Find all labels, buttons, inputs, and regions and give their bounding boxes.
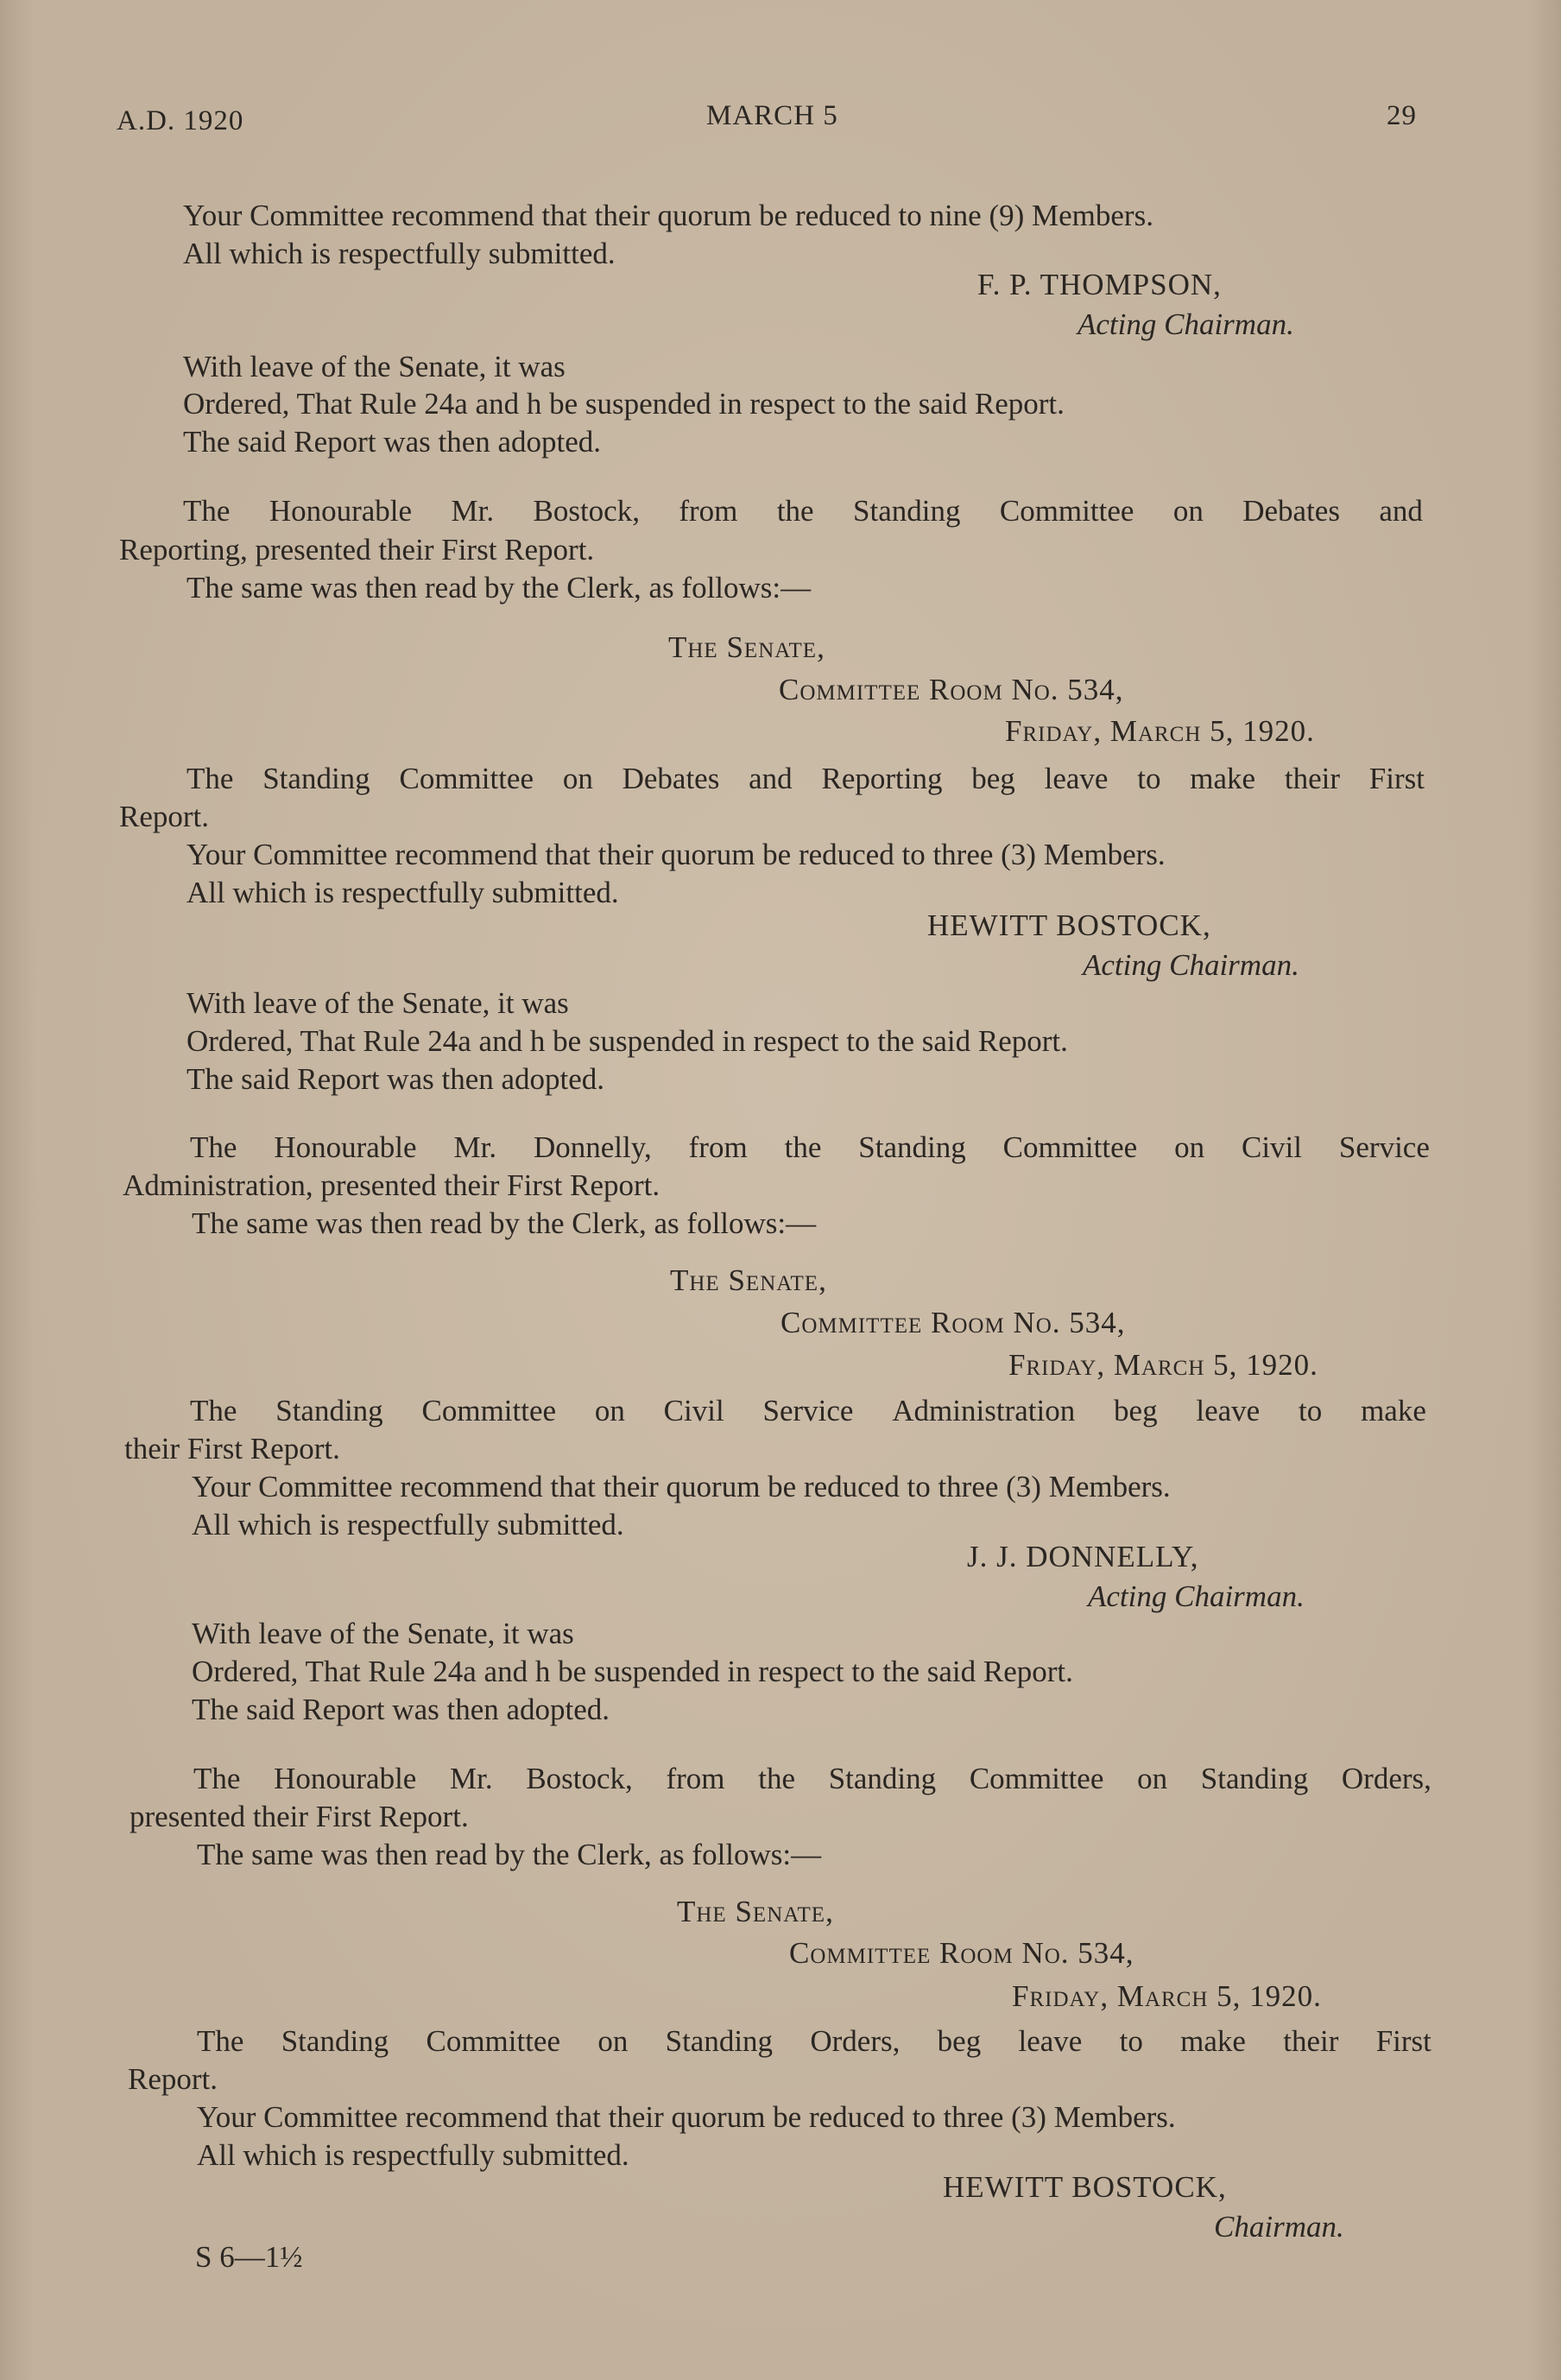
justified-word: Committee <box>426 2024 561 2058</box>
justified-word: Mr. <box>453 1130 497 1164</box>
submitted-line: All which is respectfully submitted. <box>192 1508 624 1541</box>
justified-word: Standing <box>858 1130 966 1164</box>
signer-title: Acting Chairman. <box>1088 1579 1305 1613</box>
justified-word: Standing <box>665 2024 774 2058</box>
report-room: Committee Room No. 534, <box>780 1306 1126 1339</box>
justified-word: Committee <box>969 1762 1104 1795</box>
report-date: Friday, March 5, 1920. <box>1008 1348 1318 1382</box>
justified-word: their <box>1284 762 1340 795</box>
justified-word: make <box>1180 2024 1246 2058</box>
justified-word: Civil <box>663 1394 724 1427</box>
justified-word: to <box>1119 2024 1143 2058</box>
adopted-line: The said Report was then adopted. <box>183 425 602 459</box>
signer-name: HEWITT BOSTOCK, <box>927 908 1211 942</box>
justified-word: leave <box>1196 1394 1261 1427</box>
justified-word: to <box>1137 762 1161 795</box>
submitted-line: All which is respectfully submitted. <box>197 2138 629 2172</box>
report-intro-line-2: Reporting, presented their First Report. <box>119 533 595 567</box>
justified-word: Bostock, <box>526 1762 633 1795</box>
justified-word: and <box>749 762 793 795</box>
signer-name: J. J. DONNELLY, <box>967 1540 1199 1573</box>
justified-word: beg <box>971 762 1015 795</box>
report-read-line: The same was then read by the Clerk, as follows:— <box>192 1206 817 1240</box>
justified-word: Committee <box>1002 1130 1138 1164</box>
running-head-year: A.D. 1920 <box>117 105 244 136</box>
justified-word: the <box>776 494 814 528</box>
submitted-line: All which is respectfully submitted. <box>183 237 616 270</box>
ordered-line: Ordered, That Rule 24a and h be suspended in respect to the said Report. <box>192 1655 1073 1688</box>
report-body-line-1 <box>186 760 1425 798</box>
adopted-line: The said Report was then adopted. <box>186 1062 605 1096</box>
justified-word: on <box>562 762 593 795</box>
justified-word: Donnelly, <box>533 1130 652 1164</box>
justified-word: Standing <box>1200 1762 1309 1795</box>
report-date: Friday, March 5, 1920. <box>1005 714 1315 748</box>
justified-word: the <box>758 1762 795 1795</box>
justified-word: on <box>594 1394 625 1427</box>
justified-word: Bostock, <box>533 494 640 528</box>
justified-word: and <box>1379 494 1423 528</box>
submitted-line: All which is respectfully submitted. <box>186 876 619 909</box>
justified-word: Standing <box>262 762 370 795</box>
justified-word: Mr. <box>450 1762 493 1795</box>
justified-word: Administration <box>892 1394 1076 1427</box>
justified-word: Reporting <box>821 762 943 795</box>
report-body-line-2: their First Report. <box>124 1432 340 1465</box>
report-body-line-2: Report. <box>119 800 210 833</box>
page-number: 29 <box>1387 100 1417 131</box>
ordered-line: Ordered, That Rule 24a and h be suspended in respect to the said Report. <box>186 1024 1068 1058</box>
justified-word: leave <box>1044 762 1109 795</box>
quorum-line: Your Committee recommend that their quorum be reduced to three (3) Members. <box>186 838 1166 871</box>
justified-word: Committee <box>399 762 534 795</box>
signer-title: Acting Chairman. <box>1078 307 1294 341</box>
justified-word: from <box>679 494 738 528</box>
report-body-line-1 <box>197 2022 1431 2060</box>
justified-word: from <box>666 1762 725 1795</box>
justified-word: Standing <box>281 2024 389 2058</box>
leave-line: With leave of the Senate, it was <box>183 350 566 383</box>
justified-word: Debates <box>622 762 720 795</box>
report-senate: The Senate, <box>677 1895 834 1928</box>
justified-word: their <box>1283 2024 1339 2058</box>
justified-word: Standing <box>828 1762 937 1795</box>
report-body-line-1 <box>190 1392 1426 1430</box>
report-senate: The Senate, <box>668 630 825 664</box>
report-read-line: The same was then read by the Clerk, as follows:— <box>197 1838 822 1871</box>
report-date: Friday, March 5, 1920. <box>1012 1979 1322 2013</box>
justified-word: the <box>784 1130 822 1164</box>
justified-word: leave <box>1018 2024 1083 2058</box>
justified-word: beg <box>937 2024 982 2058</box>
report-room: Committee Room No. 534, <box>789 1936 1134 1970</box>
report-intro-line-1 <box>183 492 1423 530</box>
justified-word: Honourable <box>269 494 413 528</box>
report-intro-line-2: presented their First Report. <box>130 1800 469 1833</box>
justified-word: Service <box>762 1394 854 1427</box>
report-intro-line-1 <box>190 1129 1430 1167</box>
leave-line: With leave of the Senate, it was <box>186 986 569 1020</box>
report-read-line: The same was then read by the Clerk, as follows:— <box>186 571 812 604</box>
justified-word: The <box>190 1130 237 1164</box>
justified-word: beg <box>1114 1394 1158 1427</box>
justified-word: on <box>1174 1130 1205 1164</box>
signer-name: HEWITT BOSTOCK, <box>943 2170 1227 2204</box>
justified-word: Committee <box>999 494 1134 528</box>
quorum-line: Your Committee recommend that their quorum be reduced to three (3) Members. <box>192 1470 1171 1503</box>
justified-word: Debates <box>1242 494 1340 528</box>
justified-word: make <box>1190 762 1256 795</box>
justified-word: to <box>1299 1394 1323 1427</box>
signer-name: F. P. THOMPSON, <box>977 268 1222 301</box>
justified-word: The <box>197 2024 244 2058</box>
justified-word: The <box>190 1394 237 1427</box>
justified-word: make <box>1361 1394 1426 1427</box>
justified-word: Mr. <box>451 494 495 528</box>
justified-word: First <box>1375 2024 1431 2058</box>
justified-word: Service <box>1338 1130 1430 1164</box>
signer-title: Chairman. <box>1214 2210 1344 2244</box>
report-senate: The Senate, <box>670 1263 827 1297</box>
justified-word: Honourable <box>274 1762 417 1795</box>
signature-mark: S 6—1½ <box>195 2240 303 2274</box>
report-room: Committee Room No. 534, <box>779 673 1124 706</box>
justified-word: from <box>688 1130 748 1164</box>
justified-word: Honourable <box>274 1130 417 1164</box>
report-intro-line-2: Administration, presented their First Report. <box>123 1168 660 1202</box>
leave-line: With leave of the Senate, it was <box>192 1617 574 1650</box>
quorum-line: Your Committee recommend that their quorum be reduced to three (3) Members. <box>197 2100 1176 2134</box>
justified-word: Standing <box>275 1394 383 1427</box>
justified-word: on <box>597 2024 629 2058</box>
justified-word: on <box>1172 494 1204 528</box>
report-intro-line-1 <box>193 1760 1431 1798</box>
justified-word: Orders, <box>1341 1762 1431 1795</box>
justified-word: on <box>1137 1762 1168 1795</box>
justified-word: First <box>1368 762 1425 795</box>
running-head-date: MARCH 5 <box>706 100 838 131</box>
justified-word: Standing <box>853 494 961 528</box>
report-body-line-2: Report. <box>128 2062 218 2096</box>
justified-word: Committee <box>421 1394 557 1427</box>
adopted-line: The said Report was then adopted. <box>192 1693 610 1726</box>
signer-title: Acting Chairman. <box>1083 948 1299 982</box>
justified-word: Orders, <box>810 2024 901 2058</box>
ordered-line: Ordered, That Rule 24a and h be suspended in respect to the said Report. <box>183 387 1065 421</box>
justified-word: Civil <box>1241 1130 1303 1164</box>
quorum-line: Your Committee recommend that their quorum be reduced to nine (9) Members. <box>183 199 1153 232</box>
justified-word: The <box>193 1762 241 1795</box>
justified-word: The <box>186 762 234 795</box>
justified-word: The <box>183 494 231 528</box>
